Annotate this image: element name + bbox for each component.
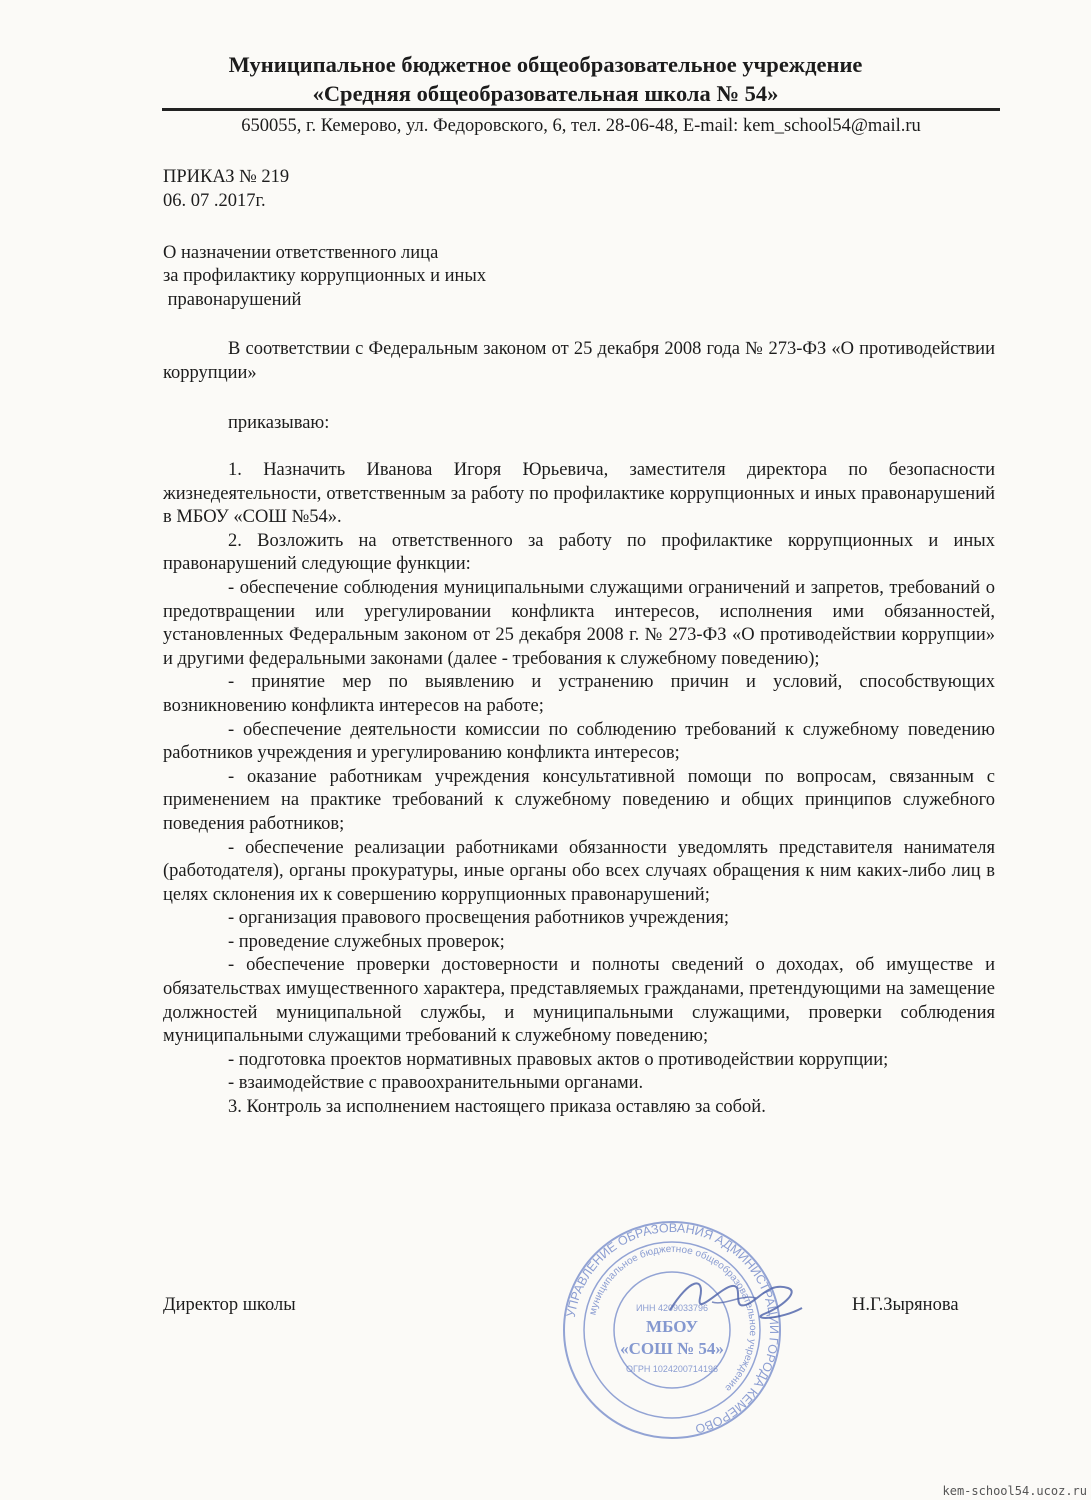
preamble-block (163, 338, 995, 385)
item-1: 1. Назначить Иванова Игоря Юрьевича, заместителя директора по безопасности жизнедеятельности, ответственным за работу по профилактике коррупционных и иных правонарушений в МБОУ «СОШ №54». (163, 460, 995, 528)
function-item: - подготовка проектов нормативных правовых актов о противодействии коррупции; (228, 1049, 889, 1070)
org-address: 650055, г. Кемерово, ул. Федоровского, 6, тел. 28-06-48, E-mail: kem_school54@mail.ru (241, 116, 921, 136)
site-watermark: kem-school54.ucoz.ru (942, 1484, 1087, 1498)
preamble: В соответствии с Федеральным законом от 25 декабря 2008 года № 273-ФЗ «О противодействии коррупции» (163, 339, 995, 383)
function-item: - обеспечение проверки достоверности и полноты сведений о доходах, об имуществе и обязательствах имущественного характера, представляемых гражданами, претендующими на замещение должностей муниципальной службы, и муниципальными служащими, проверки соблюдения муниципальными служащими требований к служебному поведению; (163, 955, 995, 1047)
stamp-ogrn: ОГРН 1024200714196 (626, 1364, 718, 1374)
function-item: - оказание работникам учреждения консультативной помощи по вопросам, связанным с применением на практике требований к служебному поведению и общих принципов служебного поведения работников; (163, 766, 995, 834)
signature-stroke (670, 1283, 802, 1318)
function-item: - организация правового просвещения работников учреждения; (228, 908, 730, 929)
function-item: - обеспечение соблюдения муниципальными служащими ограничений и запретов, требований о предотвращении или урегулировании конфликта интересов, исполнения ими обязанностей, установленных Федеральным законом от 25 декабря 2008 г. № 273-ФЗ «О противодействии коррупции» и другими федеральными законами (далее - требования к служебному поведению); (163, 577, 995, 669)
subject-line2: за профилактику коррупционных и иных (163, 266, 487, 286)
function-item: - проведение служебных проверок; (228, 931, 505, 952)
item-3: 3. Контроль за исполнением настоящего приказа оставляю за собой. (228, 1097, 766, 1118)
order-date: 06. 07 .2017г. (163, 191, 266, 211)
function-item: - обеспечение деятельности комиссии по соблюдению требований к служебному поведению работников учреждения и урегулированию конфликта интересов; (163, 719, 995, 764)
seal-stamp (560, 1218, 784, 1442)
signature-name: Н.Г.Зырянова (852, 1295, 959, 1315)
function-item: - взаимодействие с правоохранительными органами. (228, 1073, 644, 1094)
subject-line1: О назначении ответственного лица (163, 243, 439, 263)
signature-stroke (712, 1297, 756, 1303)
subject-line3: правонарушений (163, 290, 302, 310)
function-item: - принятие мер по выявлению и устранению причин и условий, способствующих возникновению конфликта интересов на работе; (163, 672, 995, 716)
stamp-center-line1: МБОУ (646, 1317, 698, 1336)
order-word: приказываю: (228, 413, 330, 433)
org-name-line1: Муниципальное бюджетное общеобразовательное учреждение (228, 52, 863, 77)
stamp-center-line2: «СОШ № 54» (620, 1339, 724, 1358)
org-name-line2: «Средняя общеобразовательная школа № 54» (312, 81, 779, 106)
signature-scribble (660, 1268, 810, 1328)
item-2: 2. Возложить на ответственного за работу по профилактике коррупционных и иных правонарушений следующие функции: (163, 530, 995, 575)
stamp-inner-path: муниципальное бюджетное общеобразовательное учреждение (587, 1243, 759, 1394)
stamp-inn: ИНН 4209033796 (635, 1303, 709, 1313)
stamp-outer-path: УПРАВЛЕНИЕ ОБРАЗОВАНИЯ АДМИНИСТРАЦИИ ГОРОДА КЕМЕРОВО (563, 1220, 782, 1437)
function-item: - обеспечение реализации работниками обязанности уведомлять представителя нанимателя (работодателя), органы прокуратуры, иные органы обо всех случаях обращения к ним каких-либо лиц в целях склонения их к совершению коррупционных правонарушений; (163, 837, 995, 905)
order-items (163, 459, 995, 1120)
header-rule (162, 108, 1000, 111)
order-number: ПРИКАЗ № 219 (163, 167, 290, 187)
order-word-block (163, 412, 995, 436)
signature-title: Директор школы (163, 1295, 296, 1315)
